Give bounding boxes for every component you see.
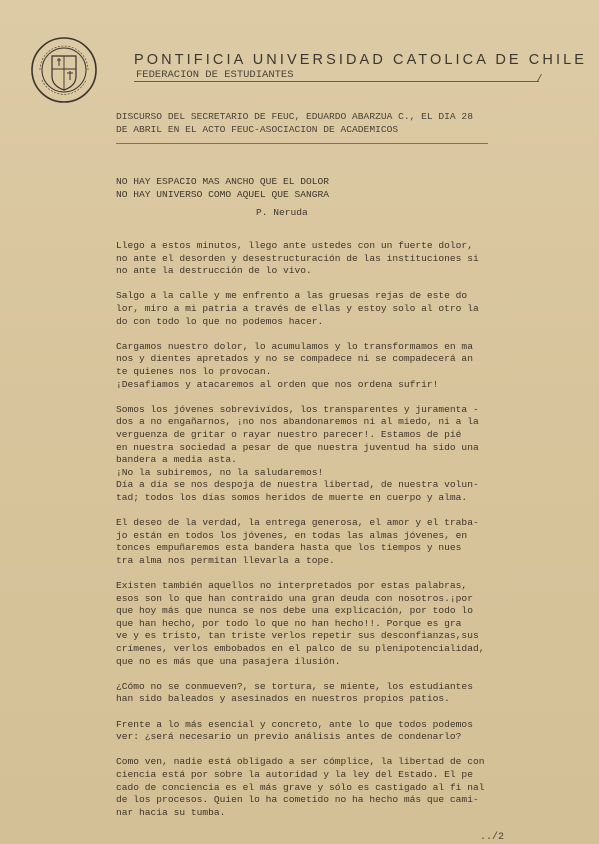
text-line: crímenes, verlos embobados en el palco de su plenipotencialidad,: [116, 643, 485, 654]
text-line: jo están en todos los jóvenes, en todas las almas jóvenes, en: [116, 529, 468, 541]
paragraph: [116, 517, 500, 567]
paragraph: [116, 404, 500, 505]
text-line: Frente a lo más esencial y concreto, ante lo que todos podemos: [116, 718, 473, 730]
text-line: ciencia está por sobre la autoridad y la ley del Estado. El pe: [116, 768, 473, 780]
text-line: Existen también aquellos no interpretados por estas palabras,: [116, 580, 468, 592]
text-line: tonces empuñaremos esta bandera hasta que los tiempos y nues: [116, 542, 462, 554]
text-line: Somos los jóvenes sobrevivídos, los transparentes y juramenta -: [116, 403, 479, 415]
text-line: ¿Cómo no se conmueven?, se tortura, se miente, los estudiantes: [116, 680, 473, 692]
epigraph: [116, 176, 329, 201]
paragraph: [116, 580, 500, 668]
federation-name: FEDERACION DE ESTUDIANTES: [136, 69, 294, 81]
text-line: que no es más que una pasajera ilusión.: [116, 655, 341, 667]
text-line: Llego a estos minutos, llego ante ustedes con un fuerte dolor,: [116, 240, 473, 251]
header-mark: /: [536, 74, 543, 86]
intro-line: DE ABRIL EN EL ACTO FEUC-ASOCIACION DE ACADEMICOS: [116, 124, 399, 135]
text-line: tad; todos los días somos heridos de muerte en cuerpo y alma.: [116, 491, 468, 503]
paragraph: [116, 681, 500, 706]
text-line: ver: ¿será necesario un previo análisis antes de condenarlo?: [116, 731, 462, 743]
intro-line: DISCURSO DEL SECRETARIO DE FEUC, EDUARDO ABARZUA C., EL DIA 28: [116, 111, 473, 122]
text-line: do con todo lo que no podemos hacer.: [116, 315, 324, 327]
text-line: esos son lo que han contraido una gran deuda con nosotros.¡por: [116, 592, 473, 604]
text-line: que hoy más que nunca se nos debe una explicación, por todo lo: [116, 605, 473, 617]
text-line: Como ven, nadie está obligado a ser cómplice, la libertad de con: [116, 756, 485, 768]
paragraph: [116, 290, 500, 328]
text-line: dos a no engañarnos, ¡no nos abandonaremos ni al miedo, ni a la: [116, 416, 479, 428]
epigraph-line: NO HAY ESPACIO MAS ANCHO QUE EL DOLOR: [116, 176, 330, 187]
university-seal-icon: [30, 36, 98, 104]
text-line: verguenza de gritar o rayar nuestro parecer!. Estamos de pié: [116, 428, 462, 440]
text-line: nos y dientes apretados y no se compadece ni se compadecerá an: [116, 353, 473, 365]
text-line: ¡Desafiamos y atacaremos al orden que nos ordena sufrir!: [116, 378, 439, 390]
text-line: no ante la destrucción de lo vivo.: [116, 265, 312, 277]
speech-body: [116, 240, 500, 832]
speech-intro: [116, 110, 496, 136]
text-line: te quienes nos lo provocan.: [116, 365, 272, 377]
text-line: ve y es tristo, tan triste verlos repetir sus desconfianzas,sus: [116, 630, 479, 642]
epigraph-author: P. Neruda: [256, 207, 308, 218]
text-line: han sido baleados y asesinados en nuestros propios patios.: [116, 693, 450, 705]
text-line: Cargamos nuestro dolor, lo acumulamos y lo transformamos en ma: [116, 340, 473, 352]
text-line: Día a día se nos despoja de nuestra libertad, de nuestra volun-: [116, 479, 479, 491]
page-number: ../2: [480, 832, 505, 843]
paragraph: [116, 756, 500, 819]
text-line: no ante el desorden y desestructuración de las instituciones si: [116, 252, 479, 264]
epigraph-line: NO HAY UNIVERSO COMO AQUEL QUE SANGRA: [116, 188, 330, 200]
paragraph: [116, 240, 500, 278]
paragraph: [116, 719, 500, 744]
text-line: lor, miro a mi patria a través de ellas y estoy solo al otro la: [116, 302, 479, 314]
paragraph: [116, 341, 500, 391]
university-name: PONTIFICIA UNIVERSIDAD CATOLICA DE CHILE: [134, 52, 588, 68]
text-line: que han hecho, por todo lo que no han hecho!!. Porque es gra: [116, 617, 462, 629]
text-line: en nuestra sociedad a pesar de que nuestra juventud ha sido una: [116, 441, 479, 453]
text-line: de los procesos. Quien lo ha cometido no ha hecho más que cami-: [116, 794, 479, 806]
text-line: bandera a media asta.: [116, 454, 237, 466]
header-divider: [134, 81, 539, 82]
text-line: nar hacia su tumba.: [116, 806, 226, 818]
text-line: Salgo a la calle y me enfrento a las gruesas rejas de este do: [116, 290, 468, 302]
text-line: El deseo de la verdad, la entrega generosa, el amor y el traba-: [116, 517, 479, 529]
text-line: cado de conciencia es el más grave y sólo es castigado al fi nal: [116, 781, 485, 793]
text-line: tra alma nos permitan llevarla a tope.: [116, 554, 335, 566]
text-line: ¡No la subiremos, no la saludaremos!: [116, 466, 324, 478]
intro-divider: [116, 143, 488, 144]
